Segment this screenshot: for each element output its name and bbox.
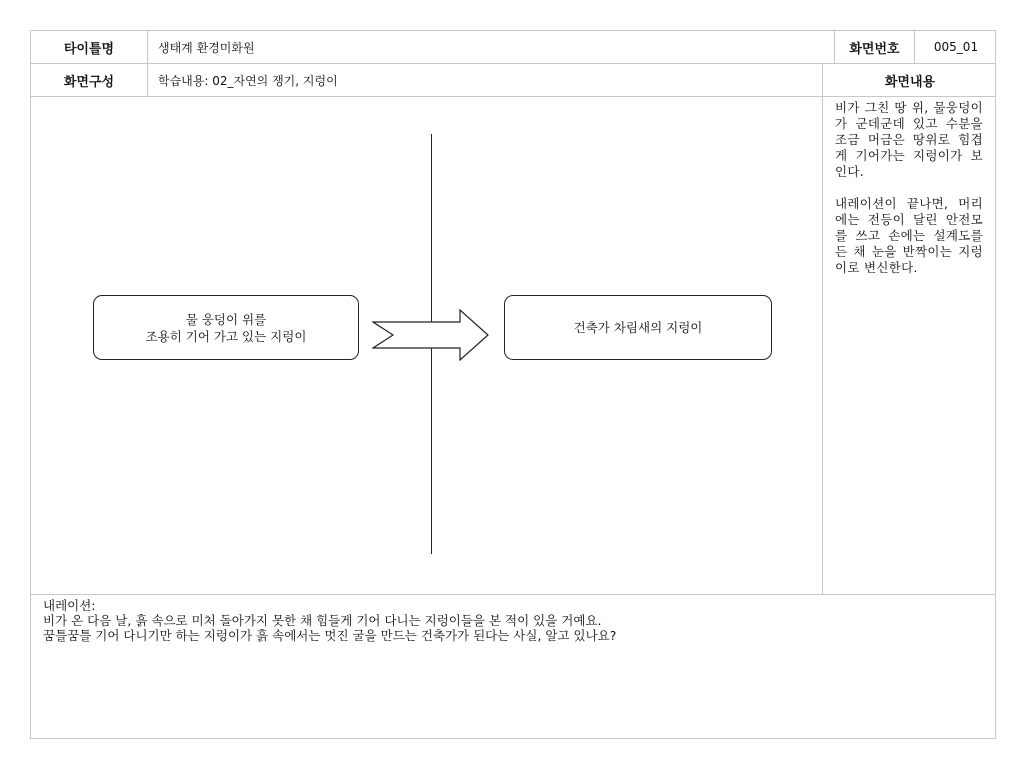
composition-label: 화면구성 — [31, 64, 148, 96]
title-value: 생태계 환경미화원 — [148, 31, 835, 63]
scene-box-line-2: 조용히 기어 가고 있는 지렁이 — [145, 328, 307, 344]
scene-area — [31, 97, 823, 595]
description-paragraph-1: 비가 그친 땅 위, 물웅덩이가 군데군데 있고 수분을 조금 머금은 땅위로 힘겹게 기어가는 지렁이가 보인다. — [835, 100, 983, 179]
screen-content-label: 화면내용 — [884, 74, 936, 90]
scene-box-architect-label: 건축가 차림새의 지렁이 — [573, 320, 703, 335]
narration-divider — [31, 594, 995, 595]
header-row-title — [31, 31, 995, 64]
composition-value: 학습내용: 02_자연의 쟁기, 지렁이 — [148, 64, 823, 96]
transition-arrow-icon — [372, 309, 490, 361]
description-paragraph-2: 내레이션이 끝나면, 머리에는 전등이 달린 안전모를 쓰고 손에는 설계도를 든 채 눈을 반짝이는 지렁이로 변신한다. — [835, 196, 983, 275]
title-label: 타이틀명 — [31, 31, 148, 63]
screen-description — [823, 97, 997, 595]
narration-line-1: 비가 온 다음 날, 흙 속으로 미처 돌아가지 못한 채 힘들게 기어 다니는 지렁이들을 본 적이 있을 거예요. — [43, 613, 602, 628]
screen-number-label: 화면번호 — [835, 31, 915, 63]
scene-box-worm-crawling — [93, 295, 359, 360]
narration-label: 내레이션: — [43, 598, 96, 613]
storyboard-sheet — [30, 30, 996, 739]
screen-number-value: 005_01 — [933, 40, 979, 54]
scene-box-worm-architect — [504, 295, 772, 360]
scene-box-line-1: 물 웅덩이 위를 — [185, 311, 267, 327]
narration-line-2: 꿈틀꿈틀 기어 다니기만 하는 지렁이가 흙 속에서는 멋진 굴을 만드는 건축가가 된다는 사실, 알고 있나요? — [43, 628, 617, 643]
header-row-composition — [31, 64, 995, 97]
narration-section — [43, 598, 973, 643]
